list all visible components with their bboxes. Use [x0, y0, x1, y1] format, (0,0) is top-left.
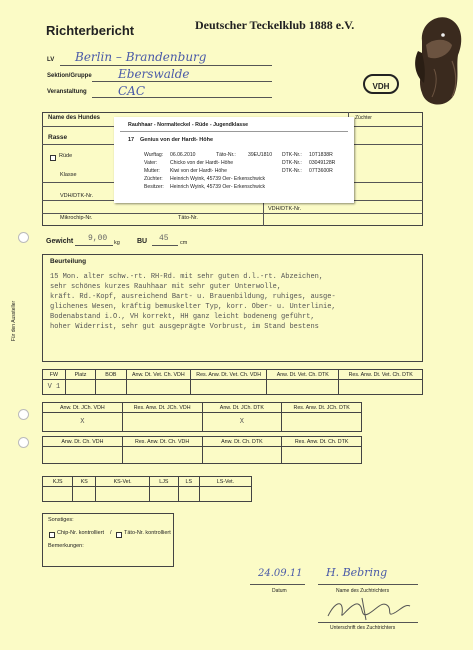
sticker-row-label: Vater: [144, 160, 158, 166]
table-header: Anw. Dt. JCh. DTK [202, 403, 282, 413]
section-label: Sektion/Gruppe [47, 73, 92, 79]
signature-line [318, 622, 418, 623]
chip-label: Chip-Nr. kontrolliert [57, 530, 105, 536]
club-name: Deutscher Teckelklub 1888 e.V. [195, 18, 355, 32]
table-header: Anw. Dt. Ch. VDH [43, 437, 123, 447]
bemerkungen-label: Bemerkungen: [48, 543, 84, 549]
bu-line [152, 245, 178, 246]
table-header: Res. Anw. Dt. Vet. Ch. DTK [339, 370, 423, 380]
sticker-row-label: Wurftag: [144, 152, 164, 158]
table-header: Res. Anw. Dt. JCh. DTK [282, 403, 362, 413]
table-cell [126, 380, 191, 395]
table-header: LJS [149, 477, 178, 487]
ruede-label: Rüde [59, 153, 73, 159]
bu-unit: cm [180, 240, 188, 246]
table-header: Res. Anw. Dt. Ch. VDH [122, 437, 202, 447]
klasse-label: Klasse [60, 172, 77, 178]
table-cell [73, 487, 96, 502]
taeto-label: Täto-Nr. kontrolliert [124, 530, 171, 536]
table-cell [149, 487, 178, 502]
sticker-divider [120, 131, 348, 132]
table-cell [96, 380, 126, 395]
mikrochip-label: Mikrochip-Nr. [60, 215, 93, 221]
sticker-row-value: Heinrich Wyink, 45739 Oer- Erkenschwick [170, 184, 266, 190]
punch-hole [18, 437, 29, 448]
table-header: Res. Anw. Dt. Ch. DTK [282, 437, 362, 447]
table-cell [191, 380, 267, 395]
sticker-dog-name: Genius von der Hardt- Höhe [140, 137, 214, 143]
event-value: CAC [118, 84, 146, 98]
table-header: FW [43, 370, 66, 380]
sticker-title: Rauhhaar - Normalteckel - Rüde - Jugendklasse [128, 122, 249, 128]
table-cell [178, 487, 199, 502]
beurteilung-line: 15 Mon. alter schw.-rt. RH-Rd. mit sehr guten d.l.-rt. Abzeichen, [50, 273, 324, 281]
beurteilung-line: hoher Widerrist, sehr gut ausgeprägte Vorbrust, im Stand bestens [50, 323, 319, 331]
judge-name-value: H. Bebring [326, 566, 388, 579]
zuechter-label: Züchter [355, 115, 372, 121]
name-line [318, 584, 418, 585]
table-cell [202, 447, 282, 464]
breed-label: Rasse [48, 134, 68, 141]
date-line [250, 584, 305, 585]
results-table-1 [42, 369, 423, 395]
beurteilung-line: kräft. Rd.-Kopf, ausreichend Bart- u. Brauenbildung, ruhiges, ausge- [50, 293, 336, 301]
table-header: Anw. Dt. Vet. Ch. VDH [126, 370, 191, 380]
table-header: LS [178, 477, 199, 487]
table-cell [43, 487, 73, 502]
bu-label: BU [137, 238, 148, 245]
table-cell: V 1 [43, 380, 66, 395]
section-value: Eberswalde [118, 67, 190, 81]
judge-name-label: Name des Zuchtrichters [336, 588, 390, 594]
table-cell: X [43, 413, 123, 432]
sticker-row-dtk-value: 03049128R [309, 160, 336, 166]
ruede-checkbox[interactable] [50, 155, 56, 161]
table-header: BOB [96, 370, 126, 380]
sticker-row-value: Heinrich Wyink, 45739 Oer- Erkenschwick [170, 176, 266, 182]
taeto-label: Täto-Nr. [178, 215, 198, 221]
gewicht-label: Gewicht [46, 238, 74, 245]
sticker-row-label: Mutter: [144, 168, 160, 174]
vdh-dtk-right-label: VDH/DTK-Nr. [268, 206, 301, 212]
lv-value: Berlin – Brandenburg [75, 50, 207, 64]
table-cell [282, 447, 362, 464]
table-header: Anw. Dt. JCh. VDH [43, 403, 123, 413]
beurteilung-line: glichenes Wesen, kräftig bemuskelter Typ, korr. Ober- u. Unterlinie, [50, 303, 336, 311]
sticker-row-value: Chicko von der Hardt- Höhe [170, 160, 234, 166]
table-cell [267, 380, 339, 395]
vdh-dtk-label: VDH/DTK-Nr. [60, 193, 93, 199]
datum-label: Datum [272, 588, 287, 594]
chip-checkbox[interactable] [49, 532, 55, 538]
table-header: Res. Anw. Dt. JCh. VDH [122, 403, 202, 413]
beurteilung-line: sehr schönes kurzes Rauhhaar mit sehr guter Unterwolle, [50, 283, 282, 291]
lv-line [60, 65, 272, 66]
sonstiges-label: Sonstiges: [48, 517, 74, 523]
page-title: Richterbericht [46, 23, 135, 38]
results-table-4 [42, 476, 252, 502]
sticker-row-value: 06.06.2010 [170, 152, 196, 158]
sticker-row-label: Besitzer: [144, 184, 164, 190]
sticker-row-taeto-label: Täto-Nr.: [216, 152, 236, 158]
gewicht-unit: kg [114, 240, 120, 246]
signature-scribble [322, 596, 412, 622]
dog-info-vdivider [263, 200, 264, 226]
bu-value: 45 [159, 234, 169, 243]
table-cell [65, 380, 95, 395]
sticker-row-dtk-label: DTK-Nr.: [282, 160, 302, 166]
table-cell [282, 413, 362, 432]
punch-hole [18, 409, 29, 420]
sticker-row-dtk-value: 07T3600R [309, 168, 333, 174]
sticker-row-dtk-label: DTK-Nr.: [282, 152, 302, 158]
punch-hole [18, 232, 29, 243]
event-label: Veranstaltung [47, 89, 87, 95]
sticker-row-dtk-label: DTK-Nr.: [282, 168, 302, 174]
gewicht-line [75, 245, 113, 246]
beurteilung-line: Bodenabstand i.O., VH korrekt, HH ganz leicht bodeneng geführt, [50, 313, 315, 321]
sticker-row-dtk-value: 10T1838R [309, 152, 333, 158]
table-header: Anw. Dt. Ch. DTK [202, 437, 282, 447]
dachshund-logo-icon [412, 11, 467, 111]
sticker-number: 17 [128, 137, 135, 143]
table-header: LS-Vet. [199, 477, 251, 487]
date-value: 24.09.11 [258, 568, 303, 579]
taeto-checkbox[interactable] [116, 532, 122, 538]
table-cell [122, 413, 202, 432]
table-cell [43, 447, 123, 464]
dog-name-label: Name des Hundes [48, 115, 101, 121]
table-header: Platz [65, 370, 95, 380]
table-cell [96, 487, 150, 502]
table-cell [199, 487, 251, 502]
dog-info-divider [42, 213, 423, 214]
lv-label: LV [47, 57, 55, 63]
table-header: Anw. Dt. Vet. Ch. DTK [267, 370, 339, 380]
sticker-row-label: Züchter: [144, 176, 163, 182]
vdh-logo [363, 74, 399, 94]
sticker-row-value: Kiwi von der Hardt- Höhe [170, 168, 227, 174]
table-cell: X [202, 413, 282, 432]
results-table-3 [42, 436, 362, 464]
dog-sticker-label [114, 117, 354, 203]
table-cell [339, 380, 423, 395]
beurteilung-label: Beurteilung [50, 258, 87, 265]
separator-slash: / [110, 530, 112, 536]
side-note: Für den Aussteller [11, 300, 18, 342]
table-cell [122, 447, 202, 464]
signature-label: Unterschrift des Zuchtrichters [330, 625, 396, 631]
table-header: KS-Vet. [96, 477, 150, 487]
sticker-row-taeto-value: 39EU1810 [248, 152, 273, 158]
gewicht-value: 9,00 [88, 234, 108, 243]
table-header: KJS [43, 477, 73, 487]
vdh-logo-text: VDH [372, 82, 390, 91]
section-line [92, 81, 272, 82]
table-header: KS [73, 477, 96, 487]
results-table-2 [42, 402, 362, 432]
table-header: Res. Anw. Dt. Vet. Ch. VDH [191, 370, 267, 380]
